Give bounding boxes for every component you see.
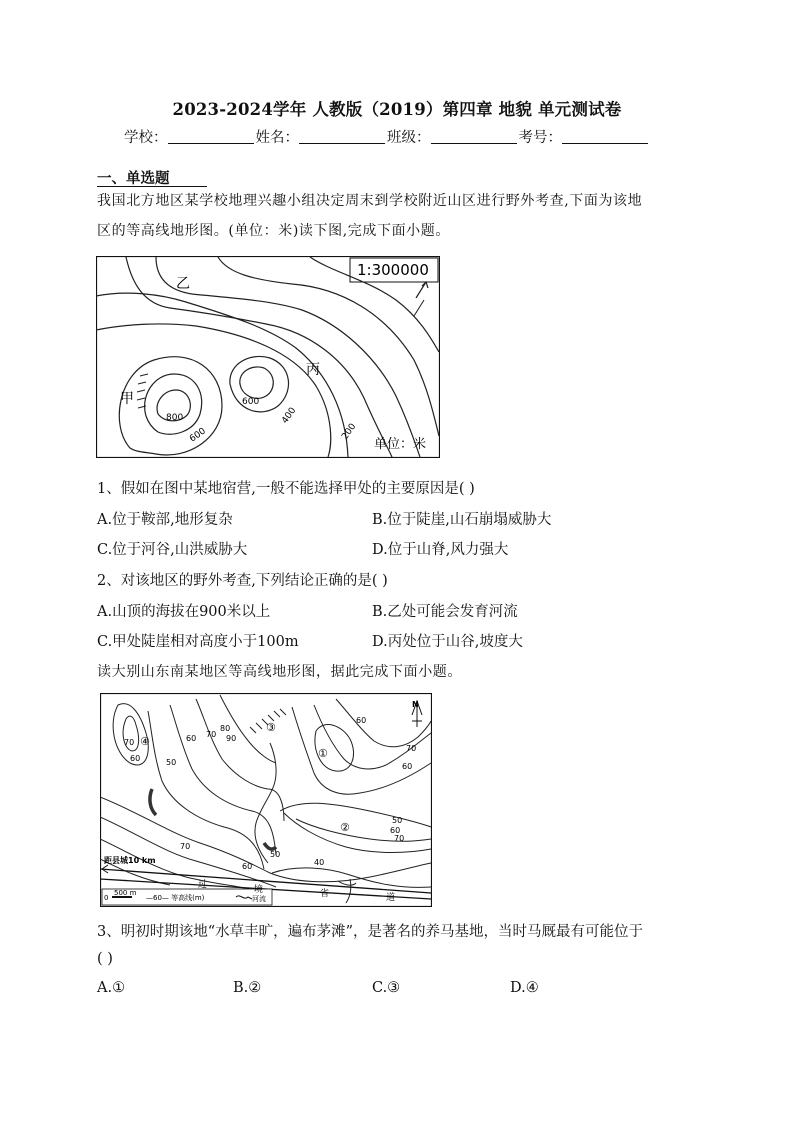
map2-contour-60e: 60 xyxy=(390,826,401,835)
map2-road-char-3: 省 xyxy=(320,889,330,899)
q1-option-c[interactable]: C.位于河谷,山洪威胁大 xyxy=(97,542,248,558)
intro2: 读大别山东南某地区等高线地形图，据此完成下面小题。 xyxy=(97,664,462,680)
map2-contour-80: 80 xyxy=(220,724,231,733)
map1-label-600b: 600 xyxy=(187,426,208,445)
section-heading: 一、单选题 xyxy=(97,170,170,187)
q1-option-b[interactable]: B.位于陡崖,山石崩塌威胁大 xyxy=(372,512,552,528)
intro1-line1: 我国北方地区某学校地理兴趣小组决定周末到学校附近山区进行野外考查,下面为该地 xyxy=(97,193,643,209)
q1-option-d[interactable]: D.位于山脊,风力强大 xyxy=(372,542,509,558)
map1-label-800: 800 xyxy=(166,413,184,423)
q3-option-c[interactable]: C.③ xyxy=(372,980,401,996)
q3-option-d[interactable]: D.④ xyxy=(510,980,539,996)
section-underline xyxy=(97,186,207,187)
map2-legend-contour: —60— 等高线(m) xyxy=(146,894,205,902)
intro1-line2: 区的等高线地形图。(单位：米)读下图,完成下面小题。 xyxy=(97,223,450,239)
q1-option-a[interactable]: A.位于鞍部,地形复杂 xyxy=(97,512,233,528)
map2-contour-70b: 70 xyxy=(206,730,217,739)
map2-north-label: N xyxy=(412,700,419,709)
student-info-line xyxy=(124,126,650,147)
map2-marker-3: ③ xyxy=(266,721,276,734)
map2-marker-4: ④ xyxy=(140,735,150,748)
map2-legend-scale-zero: 0 xyxy=(104,894,109,902)
exam-no-blank[interactable] xyxy=(562,129,648,144)
map2-legend-river: 河流 xyxy=(252,895,266,903)
map2-contour-60a: 60 xyxy=(130,754,141,763)
map1-scale: 1:300000 xyxy=(357,261,429,279)
map1-place-jia: 甲 xyxy=(120,391,134,407)
contour-map-1 xyxy=(96,256,440,458)
class-label: 班级： xyxy=(387,130,431,146)
q1-stem: 1、假如在图中某地宿营,一般不能选择甲处的主要原因是( ) xyxy=(97,481,475,497)
q2-option-a[interactable]: A.山顶的海拔在900米以上 xyxy=(97,604,271,620)
map2-contour-70d: 70 xyxy=(394,834,405,843)
map2-contour-50b: 50 xyxy=(392,816,403,825)
q2-option-c[interactable]: C.甲处陡崖相对高度小于100m xyxy=(97,634,299,650)
map1-label-600a: 600 xyxy=(242,397,260,407)
map2-road-char-4: 道 xyxy=(386,893,396,903)
map2-contour-70e: 70 xyxy=(180,842,191,851)
map2-legend-scale: 500 m xyxy=(114,889,137,897)
q2-option-b[interactable]: B.乙处可能会发育河流 xyxy=(372,604,518,620)
map2-road-char-2: 境 xyxy=(254,885,264,895)
map2-contour-90: 90 xyxy=(226,734,237,743)
map1-label-400: 400 xyxy=(280,405,299,426)
q3-stem-line2: ( ) xyxy=(97,951,113,967)
name-label: 姓名： xyxy=(255,130,299,146)
map2-marker-1: ① xyxy=(318,747,328,760)
map2-contour-40: 40 xyxy=(314,858,325,867)
q3-option-a[interactable]: A.① xyxy=(97,980,126,996)
map2-contour-60f: 60 xyxy=(242,862,253,871)
map1-place-bing: 丙 xyxy=(306,362,320,378)
map1-unit: 单位：米 xyxy=(374,437,427,452)
map2-marker-2: ② xyxy=(340,821,350,834)
map2-distance-label: 距县城10 km xyxy=(104,856,156,865)
map1-place-yi: 乙 xyxy=(176,276,190,292)
school-label: 学校： xyxy=(124,130,168,146)
page-title: 2023-2024学年 人教版（2019）第四章 地貌 单元测试卷 xyxy=(172,100,622,119)
q2-stem: 2、对该地区的野外考查,下列结论正确的是( ) xyxy=(97,573,388,589)
q3-option-b[interactable]: B.② xyxy=(233,980,262,996)
map2-contour-50c: 50 xyxy=(270,850,281,859)
class-blank[interactable] xyxy=(431,129,517,144)
map2-contour-60b: 60 xyxy=(186,734,197,743)
q3-stem-line1: 3、明初时期该地“水草丰旷，遍布茅滩”，是著名的养马基地，当时马厩最有可能位于 xyxy=(97,924,644,940)
map1-label-200: 200 xyxy=(340,421,359,442)
contour-map-2 xyxy=(100,693,432,907)
school-blank[interactable] xyxy=(168,129,254,144)
map2-contour-70a: 70 xyxy=(124,738,135,747)
name-blank[interactable] xyxy=(299,129,385,144)
map2-contour-70c: 70 xyxy=(406,744,417,753)
map2-contour-50a: 50 xyxy=(166,758,177,767)
q2-option-d[interactable]: D.丙处位于山谷,坡度大 xyxy=(372,634,523,650)
map2-contour-60c: 60 xyxy=(356,716,367,725)
map2-contour-60d: 60 xyxy=(402,762,413,771)
map2-road-char-1: 过 xyxy=(198,880,208,890)
exam-no-label: 考号： xyxy=(518,130,562,146)
